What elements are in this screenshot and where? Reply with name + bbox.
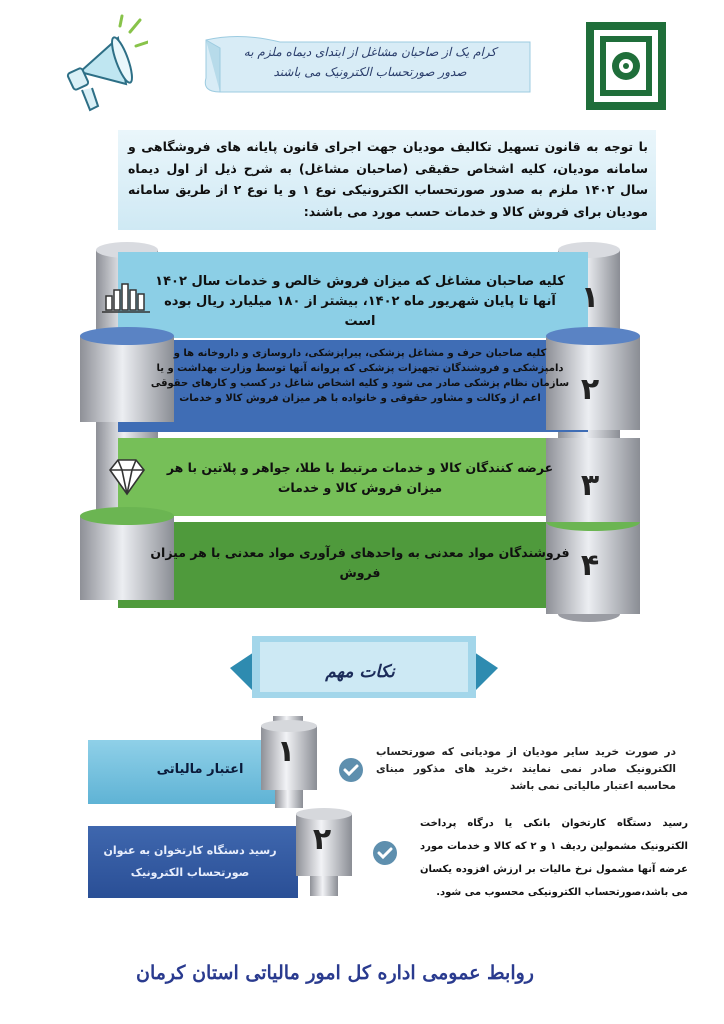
footer-text: روابط عمومی اداره کل امور مالیاتی استان کرمان: [136, 962, 534, 984]
tax-org-logo: [578, 14, 674, 118]
banner-line-1: کرام یک از صاحبان مشاغل از ابتدای دیماه ملزم به: [243, 45, 497, 59]
step-3-text: عرضه کنندگان کالا و خدمات مرتبط با طلا، جواهر و پلاتین با هر میزان فروش کالا و خدمات: [166, 460, 554, 495]
check-circle-icon: [372, 840, 398, 866]
card-reader-label: رسید دستگاه کارتخوان به عنوان صورتحساب الکترونیک: [103, 844, 277, 879]
step-3-number: ۳: [580, 468, 600, 503]
important-1-number: ۱: [276, 734, 296, 769]
step-1-text: کلیه صاحبان مشاغل که میزان فروش خالص و خدمات سال ۱۴۰۲ آنها تا پایان شهریور ماه ۱۴۰۲، بیشتر از ۱۸۰ میلیارد ریال بوده است: [155, 274, 565, 329]
important-2-number: ۲: [312, 822, 332, 857]
intro-paragraph: با توجه به قانون تسهیل تکالیف مودیان جهت اجرای قانون پایانه های فروشگاهی و سامانه مودیان، کلیه اشخاص حقیقی (صاحبان مشاغل) به شرح ذیل از اول دیماه سال ۱۴۰۲ ملزم به صدور صورتحساب الکترونیکی نوع ۱ و یا نوع ۲ از طریق سامانه مودیان برای فروش کالا و خدمات حسب مورد می باشند:: [128, 139, 648, 219]
step-1-number: ۱: [580, 280, 600, 315]
tax-credit-label: اعتبار مالیاتی: [156, 762, 244, 777]
banner-line-2: صدور صورتحساب الکترونیک می باشند: [273, 65, 467, 79]
note-tax-credit: در صورت خرید سایر مودیان از مودیانی که صورتحساب الکترونیک صادر نمی نمایند ،خرید های مذکور مبنای محاسبه اعتبار مالیاتی نمی باشد: [376, 746, 676, 792]
banner-text: [230, 42, 510, 82]
step-4-number: ۴: [580, 548, 600, 583]
step-4-text: فروشندگان مواد معدنی به واحدهای فرآوری مواد معدنی با هر میزان فروش: [150, 545, 570, 580]
step-2-number: ۲: [580, 372, 600, 407]
note-card-reader: رسید دستگاه کارتخوان بانکی یا درگاه پرداخت الکترونیک مشمولین ردیف ۱ و ۲ که کالا و خدمات مورد عرضه آنها مشمول نرخ مالیات بر ارزش افزوده یکسان می باشد،صورتحساب الکترونیکی محسوب می شود.: [420, 818, 688, 898]
step-2-text: کلیه صاحبان حرف و مشاغل پزشکی، پیراپزشکی، داروسازی و داروخانه ها و دامپزشکی و فروشندگان تجهیزات پزشکی که پروانه آنها توسط وزارت بهداشت و یا سازمان نظام پزشکی صادر می شود و کلیه اشخاص شاغل در کسب و کارهای حقوقی اعم از وکالت و مشاور حقوقی و خانواده با هر میزان فروش کالا و خدمات: [150, 348, 570, 404]
megaphone-icon: [60, 14, 148, 114]
important-notes-title: نکات مهم: [325, 662, 395, 682]
check-circle-icon: [338, 757, 364, 783]
